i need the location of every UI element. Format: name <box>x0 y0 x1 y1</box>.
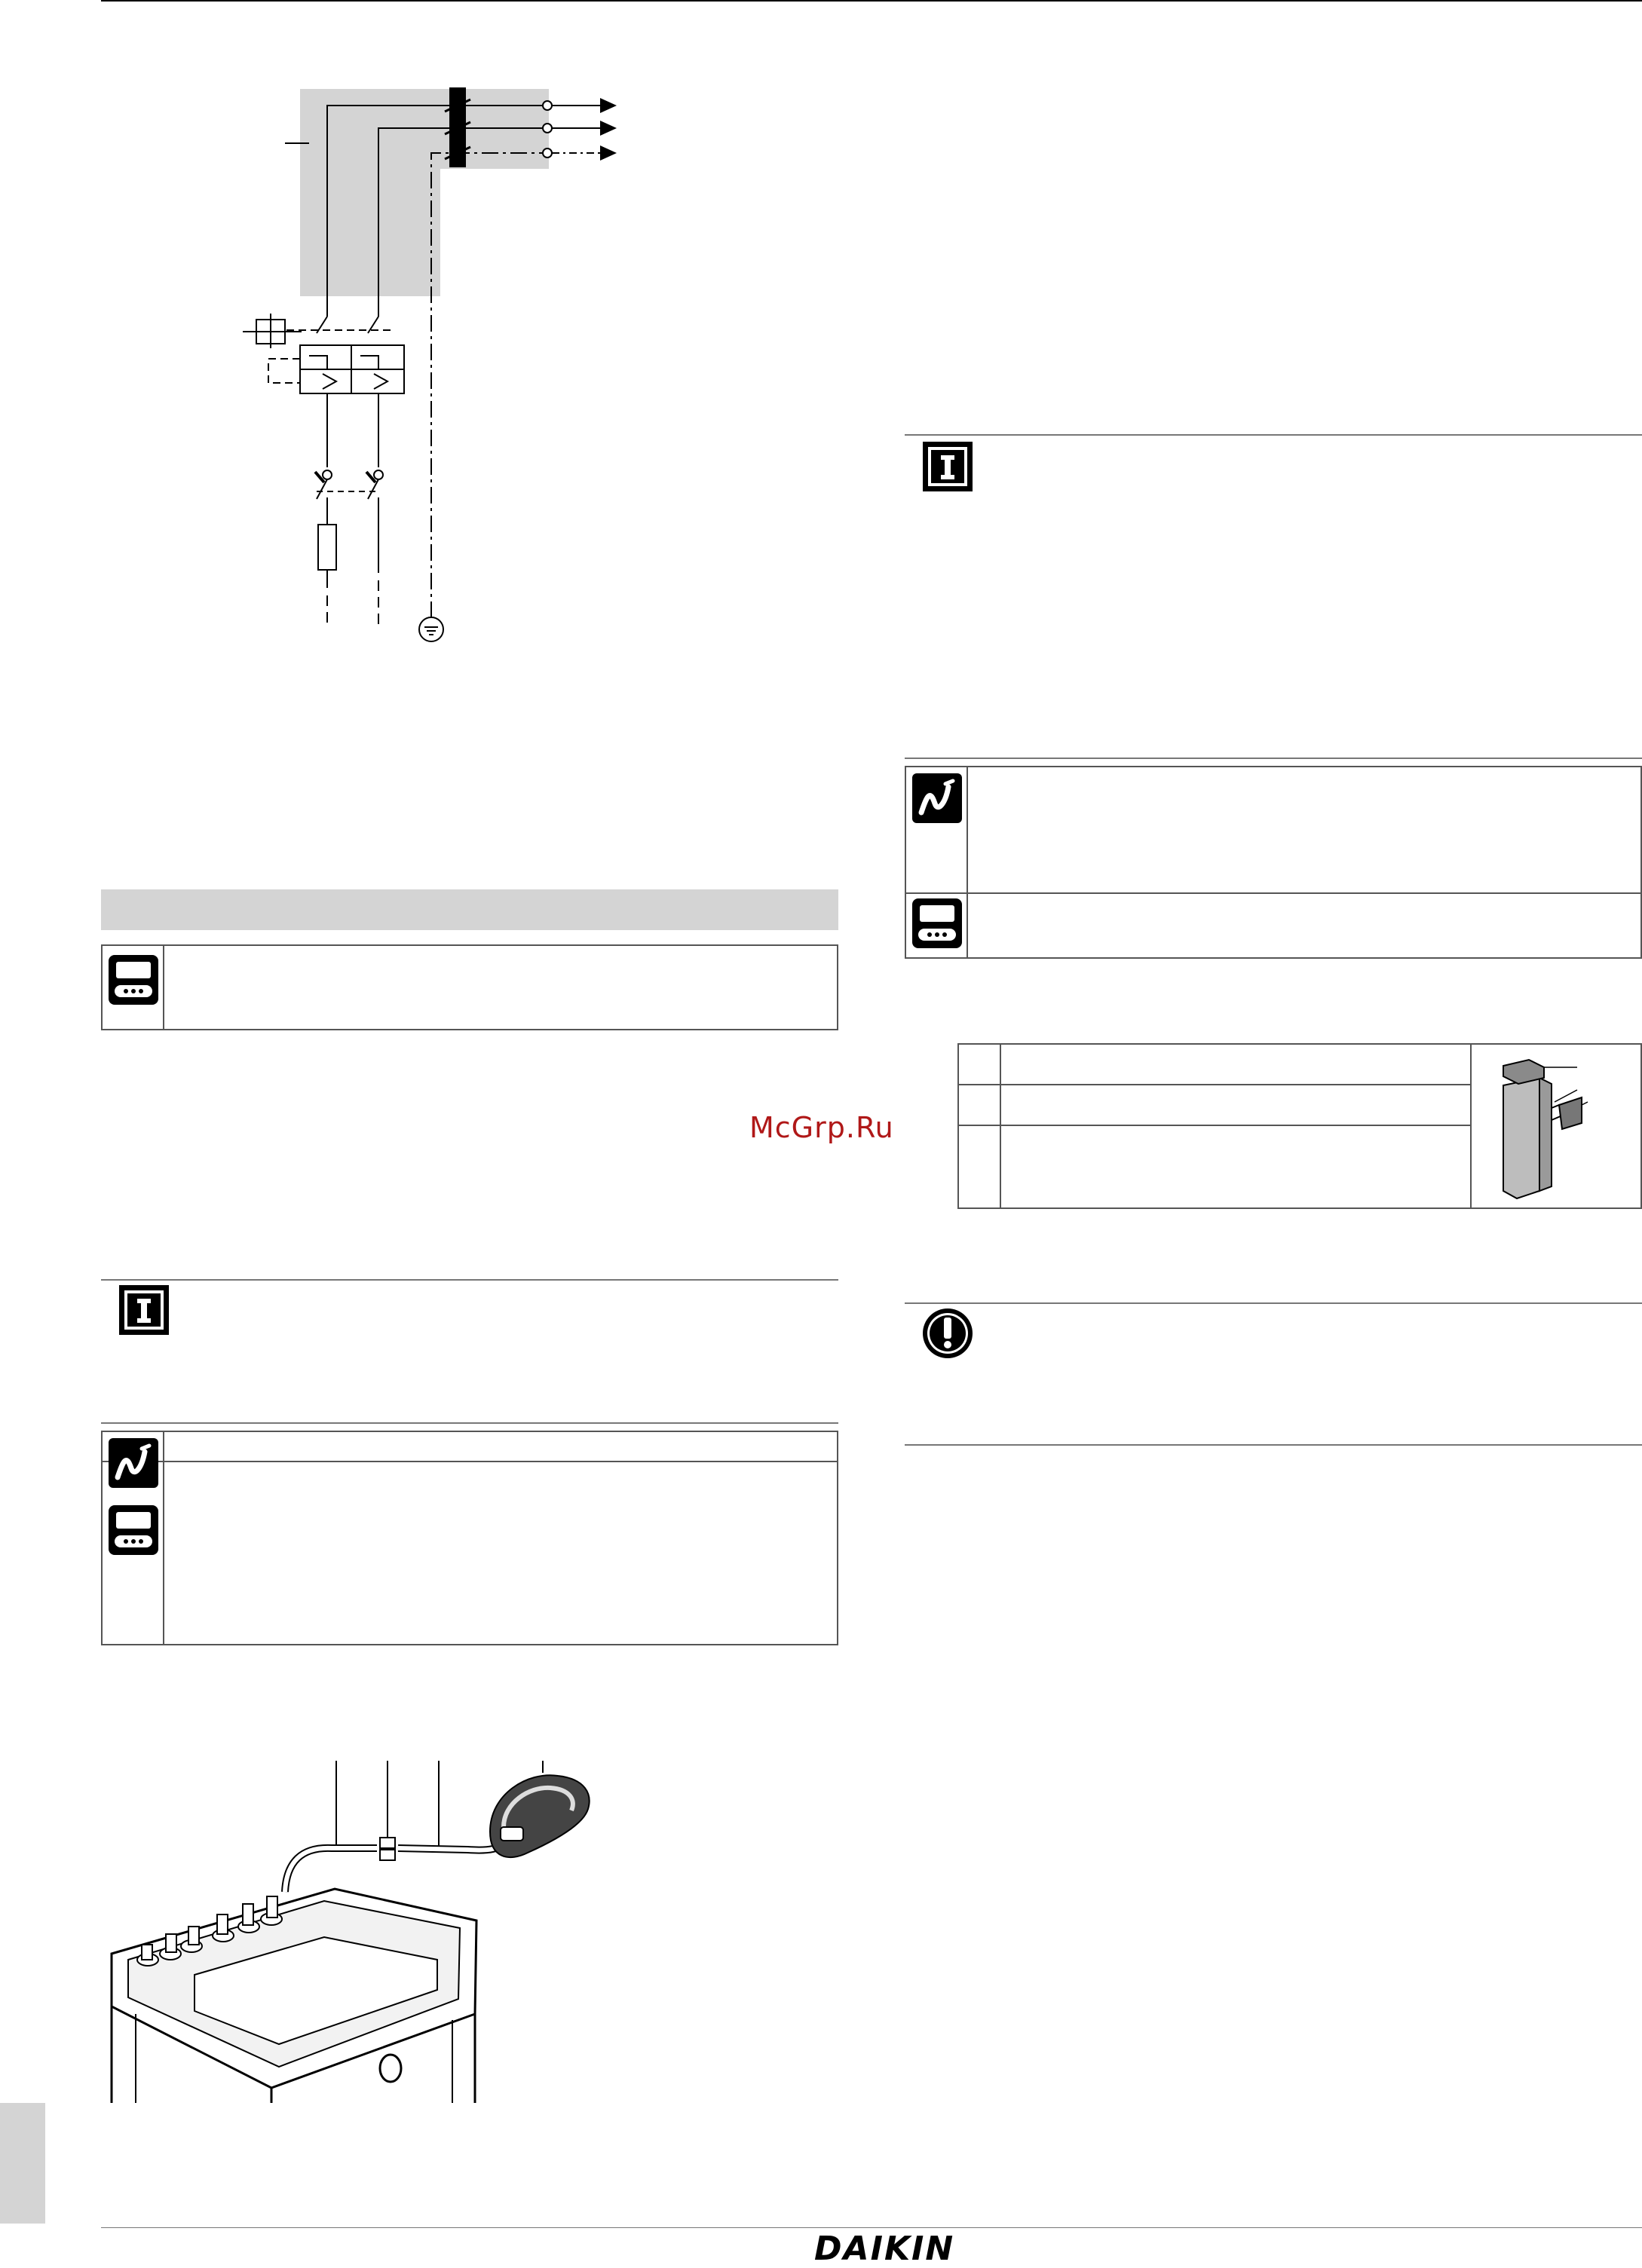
user-interface-icon <box>109 955 158 1005</box>
user-interface-note-box <box>101 944 838 1030</box>
info-rule-top <box>101 1279 838 1281</box>
table-row <box>959 1084 1470 1085</box>
table-row <box>959 1125 1470 1126</box>
installer-ui-box <box>101 1431 838 1645</box>
section-heading-bar <box>101 889 838 930</box>
icon-cell <box>103 946 164 1029</box>
installer-ui-box-right <box>905 766 1642 959</box>
user-interface-icon <box>912 898 962 948</box>
footer-rule <box>101 2227 1642 2228</box>
brand-logo: DAIKIN <box>814 2230 955 2268</box>
exclamation-icon <box>921 1307 974 1360</box>
info-rule-bottom-right <box>905 758 1642 759</box>
part-illustration <box>1487 1048 1637 1206</box>
info-icon <box>923 442 973 491</box>
installer-icon <box>109 1438 158 1488</box>
info-icon <box>119 1285 169 1335</box>
warning-rule-bottom <box>905 1444 1642 1446</box>
info-rule-bottom <box>101 1422 838 1424</box>
parts-table <box>957 1043 1642 1209</box>
side-tab <box>0 2103 45 2224</box>
indoor-unit-illustration <box>106 1756 603 2103</box>
watermark-text: McGrp.Ru <box>749 1111 894 1144</box>
top-rule <box>101 0 1642 2</box>
user-interface-icon <box>109 1505 158 1555</box>
info-rule-top-right <box>905 434 1642 436</box>
warning-rule-top <box>905 1302 1642 1304</box>
installer-icon <box>912 773 962 823</box>
wiring-schematic <box>226 75 648 663</box>
